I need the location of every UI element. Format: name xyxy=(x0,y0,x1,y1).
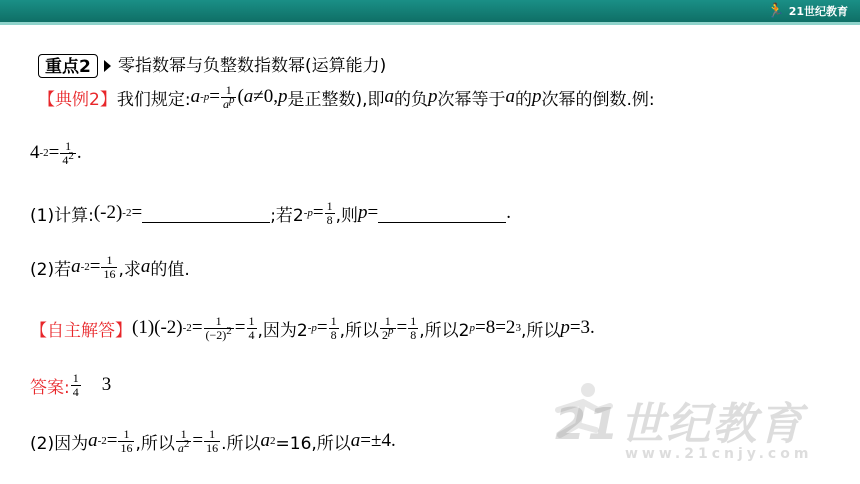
fraction: $\frac{1}{8}$ xyxy=(410,314,417,342)
triangle-arrow-icon xyxy=(104,60,111,72)
fraction: $\frac{1}{16}$ xyxy=(206,427,219,455)
header-logo xyxy=(767,2,848,20)
top-banner-stripe xyxy=(0,22,860,25)
solution-line: 【自主解答】 (1)(-2) -2 = $\frac{1}{(-2)^2}$ = $\frac{1}{4}$ ,因为2 -p = $\frac{1}{8}$ ,所以 $\frac{1}{2^p}$ = $\frac{1}{8}$ ,所以2 p =8=2 3 ,所以 p =3. xyxy=(30,314,595,342)
fraction: $\frac{1}{16}$ xyxy=(120,427,133,455)
watermark-logo: 21世纪教育 www.21cnjy.com xyxy=(555,399,813,462)
answer-blank-1[interactable] xyxy=(142,204,270,223)
fraction: $\frac{1}{4}$ xyxy=(72,371,79,399)
key-point-label: 重点2 xyxy=(38,54,98,78)
fraction: $\frac{1}{8}$ xyxy=(330,314,337,342)
key-point-title: 零指数幂与负整数指数幂(运算能力) xyxy=(118,56,387,76)
top-banner xyxy=(0,0,860,22)
fraction: $\frac{1}{a^p}$ xyxy=(222,83,235,111)
part2-line: (2)因为 a -2 = $\frac{1}{16}$ ,所以 $\frac{1}{a^2}$ = $\frac{1}{16}$ .所以 a 2 =16,所以 a =±4. xyxy=(30,427,396,455)
fraction: $\frac{1}{a^2}$ xyxy=(177,427,190,455)
fraction: $\frac{1}{16}$ xyxy=(103,253,116,281)
fraction: $\frac{1}{4}$ xyxy=(248,314,255,342)
fraction: $\frac{1}{(-2)^2}$ xyxy=(205,314,232,342)
question-2: (2)若 a -2 = $\frac{1}{16}$ ,求 a 的值. xyxy=(30,253,190,281)
answer-line: 答案: $\frac{1}{4}$ 3 xyxy=(30,371,112,399)
fraction: $\frac{1}{2^p}$ xyxy=(382,314,394,342)
fraction: $\frac{1}{8}$ xyxy=(326,199,333,227)
example-line: 【典例2】 我们规定: a -p = $\frac{1}{a^p}$ ( a ≠0, p 是正整数),即 a 的负 p 次幂等于 a 的 p 次幂的倒数.例: xyxy=(38,83,655,111)
question-1: (1)计算: (-2) -2 = ;若2 -p = $\frac{1}{8}$ ,则 p = . xyxy=(30,199,511,227)
example-equation: 4 -2 = $\frac{1}{4^2}$ . xyxy=(30,139,82,167)
fraction: $\frac{1}{4^2}$ xyxy=(62,139,74,167)
answer-blank-2[interactable] xyxy=(378,204,506,223)
header-logo-text: 21世纪教育 xyxy=(788,5,848,18)
runner-logo-icon: 🏃 xyxy=(767,3,785,19)
